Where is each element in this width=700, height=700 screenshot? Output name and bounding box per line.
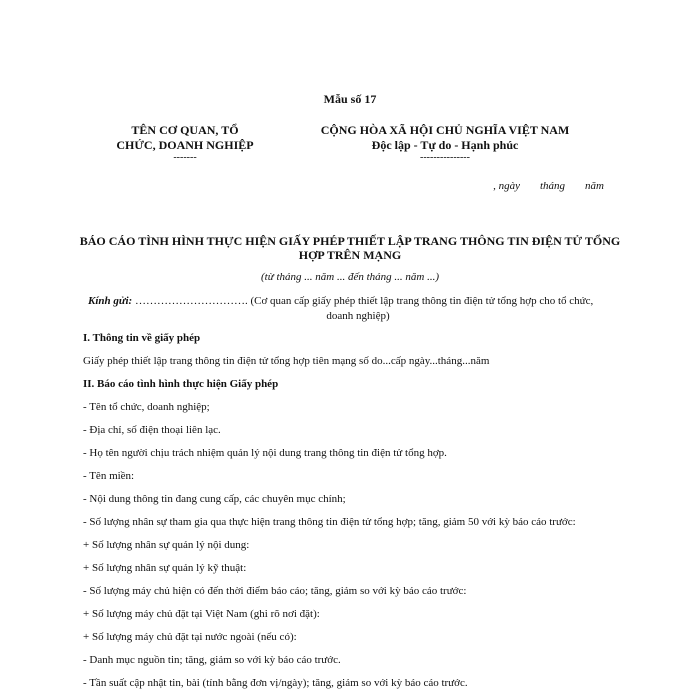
organization-separator: ------- (173, 152, 197, 163)
national-separator: --------------- (420, 152, 470, 163)
section2-line: - Tên miền: (83, 470, 135, 482)
section2-line: - Nội dung thông tin đang cung cấp, các chuyên mục chính; (83, 493, 346, 505)
section2-heading: II. Báo cáo tình hình thực hiện Giấy phép (83, 378, 279, 390)
national-title: CỘNG HÒA XÃ HỘI CHỦ NGHĨA VIỆT NAM (320, 123, 570, 137)
section2-line: - Danh mục nguồn tin; tăng, giảm so với kỳ báo cáo trước. (83, 654, 341, 666)
organization-name-line2: CHỨC, DOANH NGHIỆP (116, 138, 254, 152)
recipient-block (88, 294, 628, 324)
report-period: (từ tháng ... năm ... đến tháng ... năm ...) (260, 271, 439, 283)
date-line (0, 180, 604, 192)
date-day: , ngày (493, 180, 520, 192)
national-header (300, 123, 590, 163)
recipient-text-cont: doanh nghiệp) (326, 310, 390, 322)
section2-line: - Số lượng nhân sự tham gia qua thực hiện trang thông tin điện tử tổng hợp; tăng, giảm 50 với kỳ báo cáo trước: (83, 516, 576, 528)
form-number: Mẫu số 17 (323, 92, 377, 106)
section2-line: - Họ tên người chịu trách nhiệm quản lý nội dung trang thông tin điện tử tổng hợp. (83, 447, 447, 459)
organization-name-line1: TÊN CƠ QUAN, TỔ (131, 123, 239, 137)
recipient-label: Kính gửi: (88, 295, 133, 307)
section2-line: - Tần suất cập nhật tin, bài (tính bằng đơn vị/ngày); tăng, giảm so với kỳ báo cáo trước. (83, 677, 468, 689)
date-month: tháng (539, 180, 566, 192)
recipient-text: (Cơ quan cấp giấy phép thiết lập trang thông tin điện tử tổng hợp cho tổ chức, (250, 295, 594, 307)
section2-line: + Số lượng nhân sự quản lý nội dung: (83, 539, 250, 551)
date-year: năm (585, 180, 604, 192)
section2-line: + Số lượng máy chủ đặt tại nước ngoài (nếu có): (83, 631, 297, 643)
section2-line: - Địa chỉ, số điện thoại liên lạc. (83, 424, 221, 436)
organization-header (100, 123, 270, 163)
section1-heading: I. Thông tin về giấy phép (83, 332, 201, 344)
section2-line: - Số lượng máy chủ hiện có đến thời điểm báo cáo; tăng, giảm so với kỳ báo cáo trước: (83, 585, 467, 597)
section1-line: Giấy phép thiết lập trang thông tin điện tử tổng hợp tiên mạng số do...cấp ngày...tháng...năm (83, 355, 490, 367)
section2-line: + Số lượng nhân sự quản lý kỹ thuật: (83, 562, 247, 574)
section2-line: - Tên tổ chức, doanh nghiệp; (83, 401, 210, 413)
recipient-dots: …………………………. (134, 295, 248, 307)
report-title: BÁO CÁO TÌNH HÌNH THỰC HIỆN GIẤY PHÉP THIẾT LẬP TRANG THÔNG TIN ĐIỆN TỬ TỔNG HỢP TRÊN MẠNG (79, 234, 621, 262)
section2-line: + Số lượng máy chủ đặt tại Việt Nam (ghi rõ nơi đặt): (83, 608, 320, 620)
national-motto: Độc lập - Tự do - Hạnh phúc (371, 138, 519, 152)
